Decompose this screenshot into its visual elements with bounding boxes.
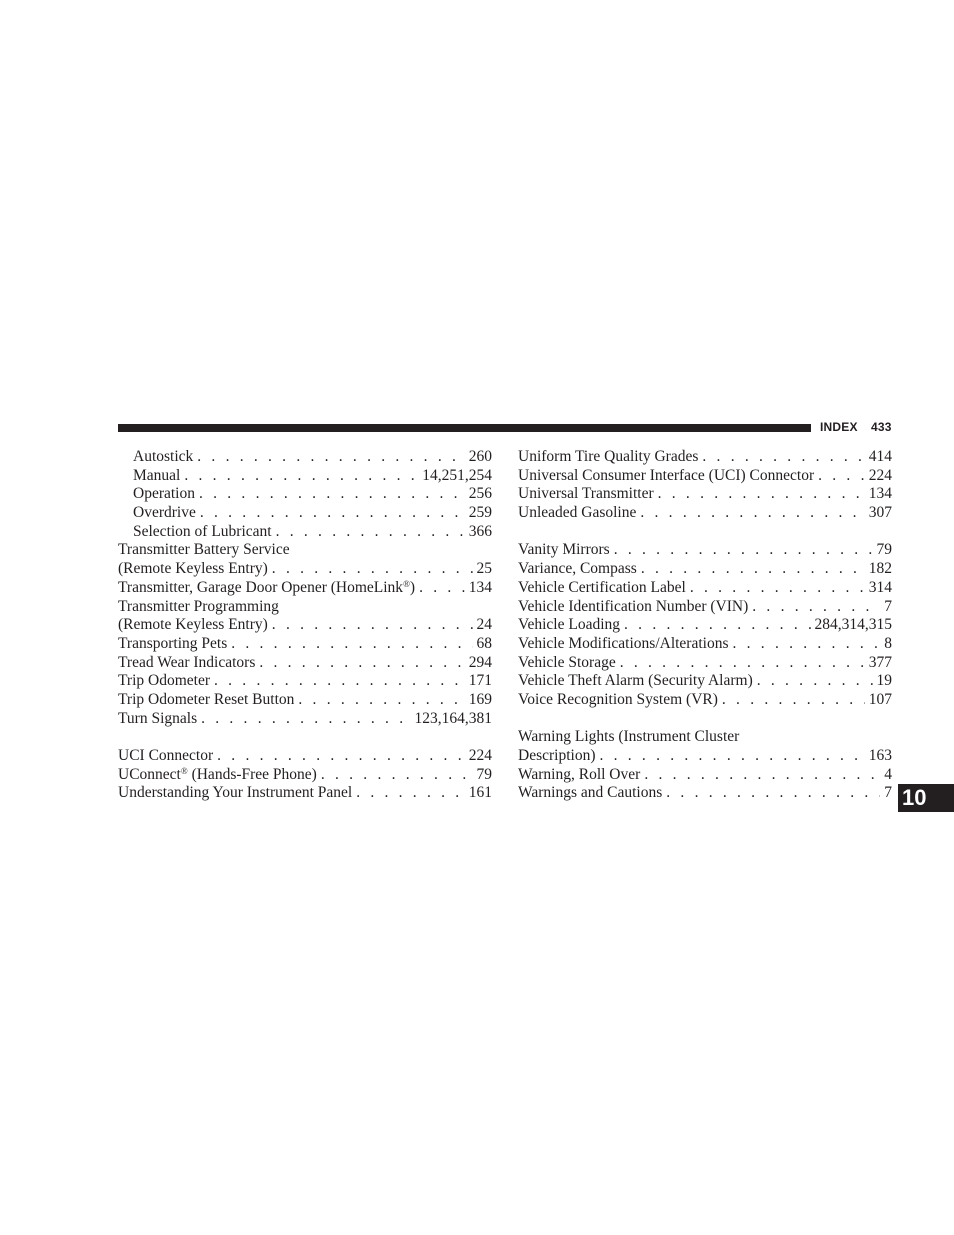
index-entry <box>118 485 492 504</box>
index-entry <box>118 654 492 673</box>
index-column-right <box>518 448 892 803</box>
index-entry <box>518 784 892 803</box>
entry-page: 4 <box>884 765 892 783</box>
entry-page: 259 <box>468 504 492 522</box>
leader-dots <box>733 635 881 654</box>
index-entry <box>518 635 892 654</box>
entry-title: Vehicle Identification Number (VIN) <box>518 597 749 615</box>
entry-page: 19 <box>876 672 892 690</box>
entry-title: Operation <box>133 485 195 503</box>
entry-page: 414 <box>868 448 892 465</box>
leader-dots <box>757 672 873 691</box>
entry-page: 171 <box>468 672 492 690</box>
leader-dots <box>419 579 465 598</box>
entry-title: Variance, Compass <box>518 560 637 578</box>
entry-title: Autostick <box>133 448 194 465</box>
entry-page: 256 <box>468 485 492 503</box>
entry-page: 294 <box>468 653 492 671</box>
index-entry <box>118 448 492 467</box>
entry-title: Vehicle Certification Label <box>518 578 686 596</box>
leader-dots <box>818 467 865 486</box>
entry-title: (Remote Keyless Entry) <box>118 616 268 634</box>
leader-dots <box>690 579 865 598</box>
leader-dots <box>614 541 873 560</box>
entry-page: 134 <box>868 485 892 503</box>
index-entry <box>118 710 492 729</box>
entry-page: 307 <box>868 504 892 522</box>
index-entry <box>518 691 892 710</box>
entry-page: 377 <box>868 653 892 671</box>
index-entry <box>118 467 492 486</box>
entry-title: Understanding Your Instrument Panel <box>118 784 353 802</box>
entry-page: 163 <box>868 747 892 764</box>
index-entry <box>118 691 492 710</box>
index-entry <box>518 654 892 673</box>
entry-page: 314 <box>868 578 892 596</box>
entry-page: 260 <box>468 448 492 465</box>
leader-dots <box>620 654 865 673</box>
entry-title: Vehicle Storage <box>518 653 616 671</box>
group-spacer <box>118 728 492 747</box>
entry-page: 7 <box>884 597 892 615</box>
entry-page: 161 <box>468 784 492 802</box>
leader-dots <box>624 616 810 635</box>
header-rule <box>118 424 811 432</box>
index-entry <box>518 560 892 579</box>
entry-title: Trip Odometer Reset Button <box>118 690 295 708</box>
leader-dots <box>259 654 464 673</box>
index-entry <box>518 541 892 560</box>
entry-page: 169 <box>468 690 492 708</box>
index-entry <box>118 579 492 598</box>
index-entry <box>518 747 892 766</box>
entry-page: 224 <box>468 747 492 764</box>
leader-dots <box>644 766 880 785</box>
entry-title: Description) <box>518 747 596 764</box>
index-entry-heading: Transmitter Battery Service <box>118 541 290 559</box>
leader-dots <box>321 766 473 785</box>
leader-dots <box>641 560 865 579</box>
entry-page: 107 <box>868 690 892 708</box>
entry-title: Vehicle Modifications/Alterations <box>518 634 729 652</box>
index-entry <box>118 766 492 785</box>
index-entry <box>518 579 892 598</box>
entry-page: 123,164,381 <box>414 709 492 727</box>
entry-page: 79 <box>876 541 892 559</box>
leader-dots <box>298 691 464 710</box>
leader-dots <box>231 635 472 654</box>
entry-title: (Remote Keyless Entry) <box>118 560 268 578</box>
entry-title: Vehicle Theft Alarm (Security Alarm) <box>518 672 753 690</box>
entry-title: Warning, Roll Over <box>518 765 641 783</box>
entry-page: 182 <box>868 560 892 578</box>
leader-dots <box>599 747 864 766</box>
leader-dots <box>217 747 465 766</box>
index-entry <box>518 672 892 691</box>
leader-dots <box>666 784 880 803</box>
entry-page: 8 <box>884 634 892 652</box>
entry-title: Manual <box>133 466 181 484</box>
index-entry <box>118 560 492 579</box>
entry-title: Vehicle Loading <box>518 616 621 634</box>
entry-page: 366 <box>468 522 492 540</box>
entry-title: Unleaded Gasoline <box>518 504 637 522</box>
entry-page: 284,314,315 <box>814 616 892 634</box>
entry-title: Selection of Lubricant <box>133 522 272 540</box>
entry-title: Universal Consumer Interface (UCI) Connector <box>518 466 815 484</box>
entry-page: 7 <box>884 784 892 802</box>
index-entry <box>518 766 892 785</box>
index-entry <box>118 784 492 803</box>
leader-dots <box>272 616 473 635</box>
registered-mark: ® <box>180 765 188 776</box>
group-spacer <box>518 710 892 729</box>
index-entry <box>118 504 492 523</box>
leader-dots <box>199 485 465 504</box>
entry-title: Overdrive <box>133 504 196 522</box>
page-number: 433 <box>871 420 892 434</box>
leader-dots <box>722 691 865 710</box>
entry-title: Warnings and Cautions <box>518 784 663 802</box>
entry-title <box>118 766 317 785</box>
index-column-left <box>118 448 492 803</box>
entry-page: 68 <box>476 634 492 652</box>
leader-dots <box>658 485 865 504</box>
entry-title: Vanity Mirrors <box>518 541 610 559</box>
leader-dots <box>752 598 880 617</box>
leader-dots <box>276 523 465 542</box>
entry-title: Tread Wear Indicators <box>118 653 256 671</box>
entry-title-text: Transmitter, Garage Door Opener (HomeLink <box>118 578 404 596</box>
entry-title: Transporting Pets <box>118 634 228 652</box>
index-entry <box>518 467 892 486</box>
chapter-tab: 10 <box>898 784 954 812</box>
registered-mark: ® <box>403 578 410 589</box>
entry-title-text: UConnect <box>118 765 181 783</box>
entry-title <box>118 579 415 598</box>
entry-page: 25 <box>476 560 492 578</box>
index-entry <box>518 598 892 617</box>
index-entry <box>518 485 892 504</box>
leader-dots <box>197 448 464 467</box>
index-entry-heading: Warning Lights (Instrument Cluster <box>518 728 740 746</box>
entry-title: UCI Connector <box>118 747 214 764</box>
index-entry <box>518 448 892 467</box>
leader-dots <box>272 560 473 579</box>
leader-dots <box>356 784 465 803</box>
index-entry <box>118 616 492 635</box>
entry-title-text: (Hands-Free Phone) <box>187 765 317 783</box>
entry-title: Trip Odometer <box>118 672 210 690</box>
index-entry <box>518 504 892 523</box>
index-entry-heading: Transmitter Programming <box>118 597 279 615</box>
index-entry <box>118 747 492 766</box>
entry-title: Uniform Tire Quality Grades <box>518 448 699 465</box>
index-entry <box>118 672 492 691</box>
entry-page: 24 <box>476 616 492 634</box>
leader-dots <box>702 448 864 467</box>
leader-dots <box>201 710 410 729</box>
entry-page: 79 <box>476 765 492 783</box>
entry-page: 134 <box>468 578 492 596</box>
entry-title: Voice Recognition System (VR) <box>518 690 718 708</box>
index-entry <box>118 523 492 542</box>
entry-title: Universal Transmitter <box>518 485 654 503</box>
entry-page: 14,251,254 <box>422 466 492 484</box>
leader-dots <box>184 467 418 486</box>
leader-dots <box>200 504 465 523</box>
leader-dots <box>640 504 864 523</box>
leader-dots <box>214 672 465 691</box>
entry-title: Turn Signals <box>118 709 198 727</box>
entry-page: 224 <box>868 466 892 484</box>
group-spacer <box>518 523 892 542</box>
entry-title-text: ) <box>409 578 416 596</box>
section-title: INDEX <box>820 420 858 434</box>
index-entry <box>518 616 892 635</box>
index-entry <box>118 635 492 654</box>
